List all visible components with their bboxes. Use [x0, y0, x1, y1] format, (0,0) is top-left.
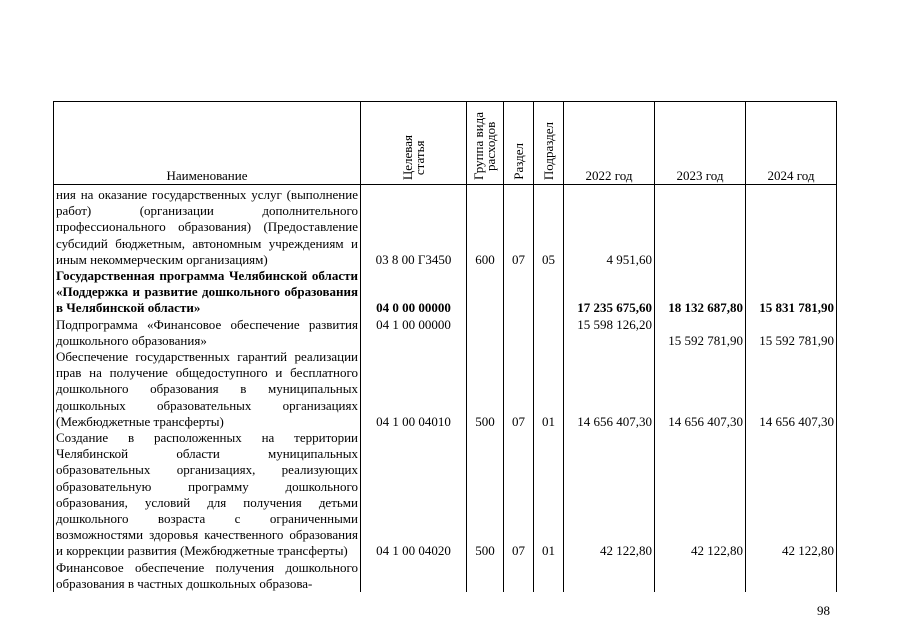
row-name: Подпрограмма «Финансовое обеспечение развития дошкольного образования»	[54, 317, 361, 349]
row-2024: 15 592 781,90	[746, 317, 837, 349]
header-2024: 2024 год	[746, 102, 837, 185]
row-group	[467, 560, 504, 592]
row-2024	[746, 185, 837, 269]
row-2022: 42 122,80	[564, 430, 655, 560]
row-target	[361, 560, 467, 592]
table-row	[54, 268, 837, 317]
row-name: Финансовое обеспечение получения дошкольного образования в частных дошкольных образова-	[54, 560, 361, 592]
header-2022: 2022 год	[564, 102, 655, 185]
row-section: 07	[504, 185, 534, 269]
row-2023	[655, 185, 746, 269]
row-name: ния на оказание государственных услуг (выполнение работ) (организации дополнительного профессионального образования) (Предоставление субсидий бюджетным, автономным учреждениям и иным некоммерческим организациям)	[54, 185, 361, 269]
row-group	[467, 317, 504, 349]
budget-table	[53, 101, 837, 592]
row-target: 04 1 00 00000	[361, 317, 467, 349]
row-group: 500	[467, 430, 504, 560]
row-2022: 17 235 675,60	[564, 268, 655, 317]
row-target: 04 0 00 00000	[361, 268, 467, 317]
row-2023: 42 122,80	[655, 430, 746, 560]
row-2024	[746, 560, 837, 592]
table-row	[54, 430, 837, 560]
row-subsection: 01	[534, 430, 564, 560]
table-body	[54, 185, 837, 593]
row-group: 600	[467, 185, 504, 269]
row-2023: 18 132 687,80	[655, 268, 746, 317]
row-section	[504, 560, 534, 592]
table-row	[54, 185, 837, 269]
table-row	[54, 560, 837, 592]
header-name: Наименование	[54, 102, 361, 185]
row-2023: 14 656 407,30	[655, 349, 746, 430]
row-section: 07	[504, 349, 534, 430]
row-2024: 42 122,80	[746, 430, 837, 560]
page-number: 98	[817, 603, 830, 618]
row-name: Создание в расположенных на территории Челябинской области муниципальных образовательных организациях, реализующих образовательную программу дошкольного образования, условий для получения детьми дошкольного возраста с ограниченными возможностями здоровья качественного образования и коррекции развития (Межбюджетные трансферты)	[54, 430, 361, 560]
table-row	[54, 317, 837, 349]
row-group	[467, 268, 504, 317]
header-expense-group: Группа вида расходов	[467, 102, 504, 185]
header-section: Раздел	[504, 102, 534, 185]
row-section	[504, 268, 534, 317]
row-subsection: 05	[534, 185, 564, 269]
header-target: Целевая статья	[361, 102, 467, 185]
row-subsection	[534, 560, 564, 592]
row-2022: 15 598 126,20	[564, 317, 655, 349]
header-subsection: Подраздел	[534, 102, 564, 185]
row-target: 04 1 00 04020	[361, 430, 467, 560]
row-section: 07	[504, 430, 534, 560]
row-2023	[655, 560, 746, 592]
row-subsection: 01	[534, 349, 564, 430]
row-2022: 4 951,60	[564, 185, 655, 269]
row-name: Государственная программа Челябинской области «Поддержка и развитие дошкольного образования в Челябинской области»	[54, 268, 361, 317]
row-subsection	[534, 268, 564, 317]
row-subsection	[534, 317, 564, 349]
row-2022: 14 656 407,30	[564, 349, 655, 430]
row-2024: 15 831 781,90	[746, 268, 837, 317]
table-row	[54, 349, 837, 430]
header-2023: 2023 год	[655, 102, 746, 185]
row-target: 04 1 00 04010	[361, 349, 467, 430]
row-2022	[564, 560, 655, 592]
row-2023: 15 592 781,90	[655, 317, 746, 349]
row-target: 03 8 00 Г3450	[361, 185, 467, 269]
table-header	[54, 102, 837, 185]
row-name: Обеспечение государственных гарантий реализации прав на получение общедоступного и бесплатного дошкольного образования в муниципальных дошкольных образовательных организациях (Межбюджетные трансферты)	[54, 349, 361, 430]
row-section	[504, 317, 534, 349]
row-group: 500	[467, 349, 504, 430]
row-2024: 14 656 407,30	[746, 349, 837, 430]
